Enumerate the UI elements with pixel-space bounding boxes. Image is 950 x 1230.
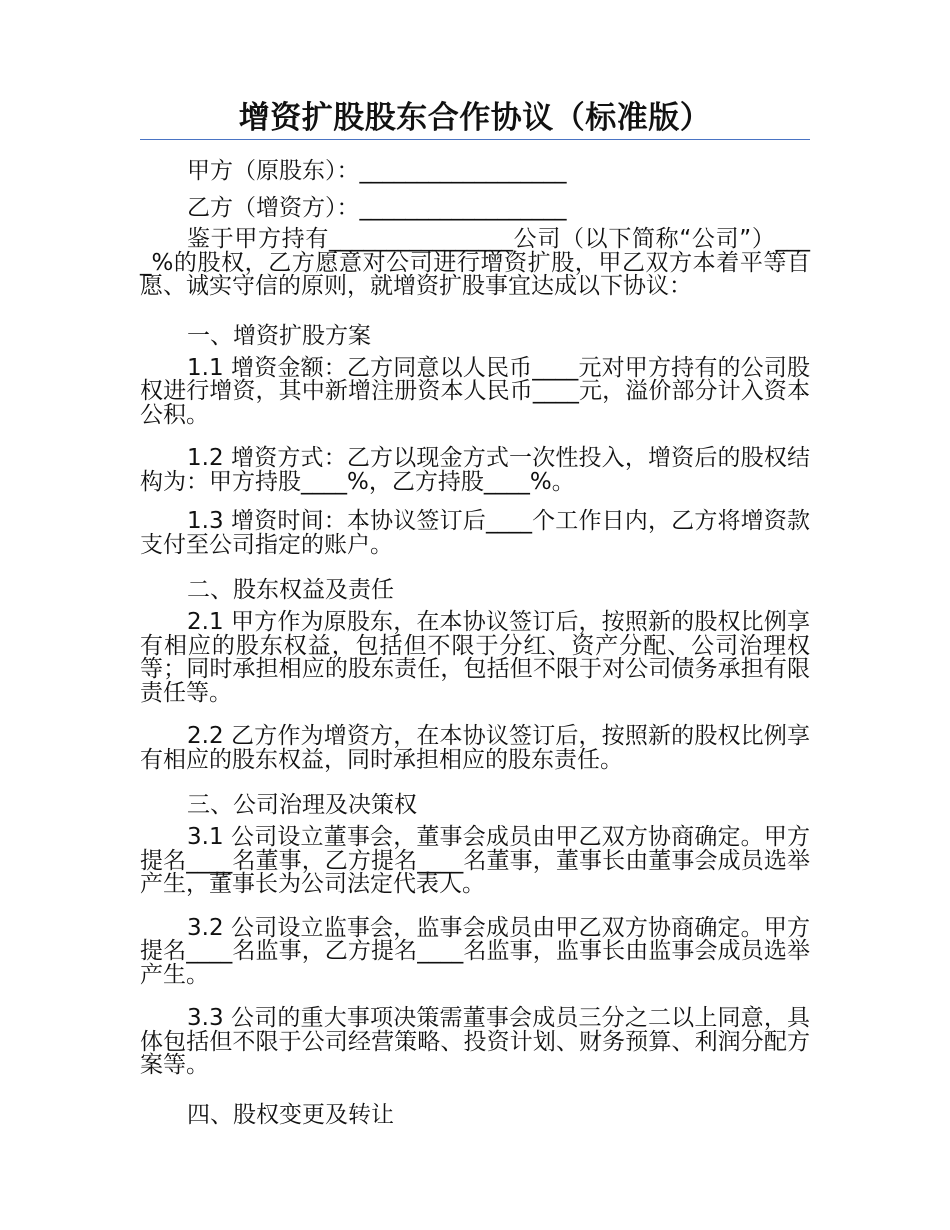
clause-3-1: 3.1 公司设立董事会，董事会成员由甲乙双方协商确定。甲方提名____名董事，乙方提名____名董事，董事长由董事会成员选举产生，董事长为公司法定代表人。 (140, 824, 810, 897)
party-a-line: 甲方（原股东）：__________________ (187, 158, 567, 184)
clause-2-1: 2.1 甲方作为原股东，在本协议签订后，按照新的股权比例享有相应的股东权益，包括但不限于分红、资产分配、公司治理权等；同时承担相应的股东责任，包括但不限于对公司债务承担有限责任等。 (140, 609, 810, 706)
preamble-paragraph: 鉴于甲方持有________________公司（以下简称“公司”）____%的股权，乙方愿意对公司进行增资扩股，甲乙双方本着平等自愿、诚实守信的原则，就增资扩股事宜达成以下协议： (140, 226, 810, 299)
party-b-line: 乙方（增资方）：__________________ (187, 195, 567, 221)
clause-1-1: 1.1 增资金额：乙方同意以人民币____元对甲方持有的公司股权进行增资，其中新增注册资本人民币____元，溢价部分计入资本公积。 (140, 354, 810, 428)
clause-1-2: 1.2 增资方式：乙方以现金方式一次性投入，增资后的股权结构为：甲方持股____%，乙方持股____%。 (140, 445, 810, 495)
section-heading-4: 四、股权变更及转让 (187, 1101, 394, 1128)
title-underline (140, 139, 810, 140)
clause-1-3: 1.3 增资时间：本协议签订后____个工作日内，乙方将增资款支付至公司指定的账户。 (140, 508, 810, 558)
section-heading-3: 三、公司治理及决策权 (187, 792, 417, 818)
section-heading-2: 二、股东权益及责任 (187, 577, 394, 603)
clause-2-2: 2.2 乙方作为增资方，在本协议签订后，按照新的股权比例享有相应的股东权益，同时承担相应的股东责任。 (140, 723, 810, 773)
clause-3-2: 3.2 公司设立监事会，监事会成员由甲乙双方协商确定。甲方提名____名监事，乙方提名____名监事，监事长由监事会成员选举产生。 (140, 914, 810, 988)
clause-3-3: 3.3 公司的重大事项决策需董事会成员三分之二以上同意，具体包括但不限于公司经营策略、投资计划、财务预算、利润分配方案等。 (140, 1005, 810, 1078)
document-title: 增资扩股股东合作协议（标准版） (238, 100, 712, 136)
document-page (140, 98, 810, 1136)
section-heading-1: 一、增资扩股方案 (187, 322, 371, 349)
